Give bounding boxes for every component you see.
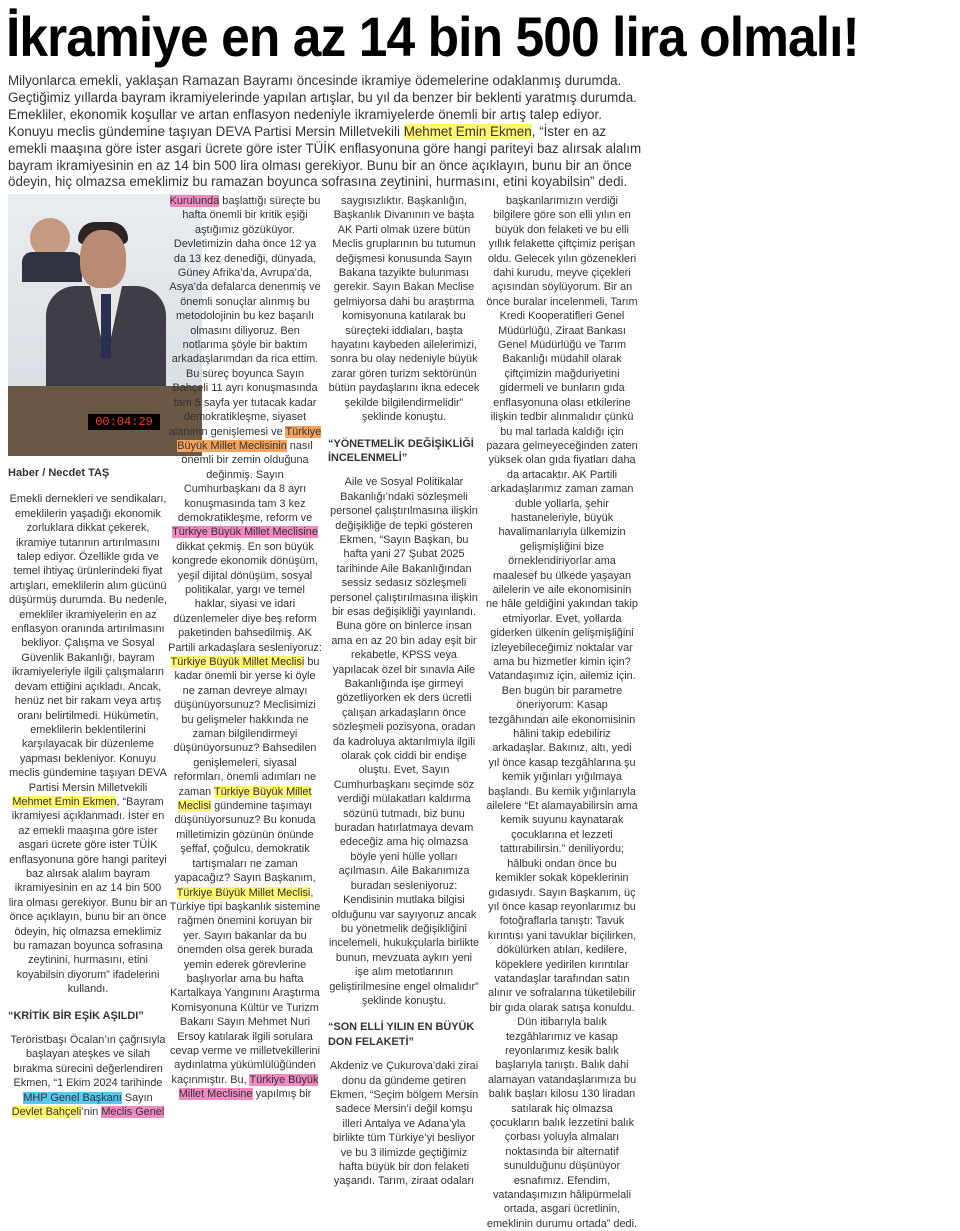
highlighted-text: Mehmet Emin Ekmen [403,123,532,139]
column-1-text: Emekli dernekleri ve sendikaları, emeklilerin yaşadığı ekonomik zorluklara dikkat çekerek, ikramiye tutarının artırılmasını talep ediyor. Özellikle gıda ve temel ihtiyaç ürünlerindeki fiyat artışları, emeklilerin alım gücünü düşürmüş durumda. Bu nedenle, emekliler ikramiyelerin en az enflasyon oranında artırılmasını bekliyor. Çalışma ve Sosyal Güvenlik Bakanlığı, bayram ikramiyeleriyle ilgili çalışmaların devam ettiğini açıkladı. Ancak, henüz net bir rakam veya artış oranı belirtilmedi. Hükümetin, emeklilerin beklentilerini karşılayacak bir düzenleme yapması bekleniyor. Konuyu meclis gündemine taşıyan DEVA Partisi Mersin Milletvekili Mehmet Emin Ekmen, “Bayram ikramiyesi açıklanmadı. İster en az emekli maaşına göre ister asgari ücrete göre ister TÜİK enflasyonuna göre hangi pariteyi baz alırsak alalım bayram ikramiyesinin en az 14 bin 500 lira olması gerekiyor. Bunu bir an önce açıklayın, bunu bir an önce ödeyin, hiç olmazsa emeklimiz bu ramazan boyunca sofrasına zeytinini, hurmasını, etini koyabilsin diyorum” ifadelerini kullandı. [8,493,168,996]
highlighted-text: Türkiye Büyük Millet Meclisinin [177,425,322,452]
column-3-text-c: Akdeniz ve Çukurova’daki zirai donu da gündeme getiren Ekmen, “Seçim bölgem Mersin sadece Mersin’i değil komşu illeri Antalya ve Adana’yla birlikte tüm Türkiye’yi besliyor ve bu 3 ilimizde geçtiğimiz hafta büyük bir don felaketi yaşandı. Tarım, ziraat odaları [329,1060,479,1188]
subhead-kritik: “KRİTİK BİR EŞİK AŞILDI” [8,1009,144,1022]
highlighted-text: Türkiye Büyük Millet Meclisine [178,1073,319,1101]
column-1-text-b: Teröristbaşı Öcalan’ın çağrısıyla başlayan ateşkes ve silah bırakma sürecini değerlendiren Ekmen, “1 Ekim 2024 tarihinde MHP Genel Başkanı Sayın Devlet Bahçeli’nin Meclis Genel [10,1034,166,1119]
column-2-text: Kurulunda başlattığı süreçte bu hafta önemli bir kritik eşiği aştığımız gözüküyor. Devletimizin daha önce 12 ya da 13 kez denediği, dünyada, Güney Afrika’da, Avrupa’da, Asya’da defalarca denenmiş ve önemli sonuçlar alınmış bu metodolojinin bu kez başarılı olmasını diliyoruz. Ben notlarıma şöyle bir baktım arkadaşlarımdan da rica ettim. Bu süreç boyunca Sayın Bahçeli 11 ayrı konuşmasında tam 5 sayfa yer tutacak kadar demokratikleşme, siyaset alanının genişlemesi ve Türkiye Büyük Millet Meclisinin nasıl önemli bir zemin olduğuna değinmiş. Sayın Cumhurbaşkanı da 8 ayrı konuşmasında tam 3 kez demokratikleşme, reform ve Türkiye Büyük Millet Meclisine dikkat çekmiş. En son büyük kongrede ekonomik dönüşüm, yeşil dijital dönüşüm, sosyal politikalar, yargı ve temel haklar, siyasi ve idari düzenlemeler diye beş reform paketinden bahsedilmiş. AK Partili arkadaşlara sesleniyoruz: Türkiye Büyük Millet Meclisi bu kadar önemli bir yerse ki öyle ne zaman devreye almayı düşünüyorsunuz? Meclisimizi bu gelişmeler hakkında ne zaman bilgilendirmeyi düşünüyorsunuz? Bahsedilen genişlemeleri, siyasal reformları, önemli adımları ne zaman Türkiye Büyük Millet Meclisi gündemine taşımayı düşünüyorsunuz? Bu konuda milletimizin gözünün önünde şeffaf, çoğulcu, demokratik tartışmaları ne zaman yapacağız? Sayın Başkanım, Türkiye Büyük Millet Meclisi, Türkiye tipi başkanlık sistemine rağmen önemini koruyan bir yer. Sayın bakanlar da bu önemden olsa gerek burada yemin ederek görevlerine başlıyorlar ama bu hafta Kartalkaya Yangınını Araştırma Komisyonuna Kültür ve Turizm Bakanı Sayın Mehmet Nuri Ersoy katılarak ilgili sorulara cevap verme ve milletvekillerini aydınlatma yükümlülüğünden kaçınmıştır. Bu, Türkiye Büyük Millet Meclisine yapılmış bir [168,195,322,1101]
highlighted-text: Meclis Genel [101,1106,165,1119]
highlighted-text: Türkiye Büyük Millet Meclisi [177,785,312,813]
highlighted-text: Kurulunda [169,195,220,207]
podium-timer: 00:04:29 [88,414,160,430]
highlighted-text: MHP Genel Başkanı [23,1091,122,1104]
highlighted-text: Türkiye Büyük Millet Meclisi [176,886,311,899]
photo-speaker-tie [101,294,111,358]
photo-speaker-head [80,230,126,288]
highlighted-text: Türkiye Büyük Millet Meclisi [170,656,305,668]
column-3-text-b: Aile ve Sosyal Politikalar Bakanlığı’ndaki sözleşmeli personel çalıştırılmasına ilişkin değişikliğe de tepki gösteren Ekmen, “Sayın Başkan, bu hafta yani 27 Şubat 2025 tarihinde Aile Bakanlığından sessiz sedasız sözleşmeli personel çalıştırılmasına ilişkin bir esas değişikliği yayınlandı. Buna göre on binlerce insan ama en az 20 bin aday eşit bir rekabetle, KPSS veya yapılacak özel bir sınavla Aile Bakanlığında işe girmeyi gözetliyorken ek ders ücretli çalışan arkadaşların önce sözleşmeli pozisyona, oradan da kadroluya aktarılmıyla ilgili olarak çok ciddi bir endişe oluştu. Evet, Sayın Cumhurbaşkanı seçimde söz verdiği mülakatları kaldırma sözünü tutmadı, biz bunu buradan hatırlatmaya devam edeceğiz ama hiç olmazsa böyle yeni hülle yolları açılmasın. Aile Bakanımıza buradan sesleniyoruz: Kendisinin mutlaka bilgisi olduğunu var sayıyoruz ancak bu yönetmelik değişikliğini incelemeli, hukukçularla birlikte bunun, mevzuata aykırı yeni işe alım metotlarının geliştirilmesine engel olmalıdır” şeklinde konuştu. [328,476,480,1007]
highlighted-text: Türkiye Büyük Millet Meclisine [172,526,318,539]
subhead-don-felaketi: “SON ELLİ YILIN EN BÜYÜK DON FELAKETİ” [328,1021,475,1048]
photo-background-suit [22,252,82,282]
subhead-yonetmelik: “YÖNETMELİK DEĞİŞİKLİĞİ İNCELENMELİ” [328,437,474,464]
column-3-text: saygısızlıktır. Başkanlığın, Başkanlık Divanının ve başta AK Parti olmak üzere bütün Meclis gruplarının bu tutumun değişmesi konusunda Sayın Bakana tazyikte bulunması gerekir. Sayın Bakan Meclise gelmiyorsa dahi bu araştırma komisyonuna katılarak bu süreçteki iddiaları, başta hayatını kaybeden ailelerimizi, sonra bu olay nedeniyle büyük zarar gören turizm sektörünün bütün paydaşlarını ikna edecek şekilde bilgilendirmelidir” şeklinde konuştu. [328,195,480,424]
column-2 [168,194,322,1102]
highlighted-text: Mehmet Emin Ekmen [12,795,117,808]
column-1 [8,466,168,1119]
headline: İkramiye en az 14 bin 500 lira olmalı! [6,5,859,68]
column-4 [486,194,638,1231]
highlighted-text: Devlet Bahçeli [11,1106,82,1119]
lead-paragraph: Milyonlarca emekli, yaklaşan Ramazan Bayramı öncesinde ikramiye ödemelerine odaklanmış durumda. Geçtiğimiz yıllarda bayram ikramiyelerinde yapılan artışlar, bu yıl da benzer bir beklenti yaratmış durumda. Emekliler, ekonomik koşullar ve artan enflasyon nedeniyle ikramiyelerde önemli bir artış talep ediyor. Konuyu meclis gündemine taşıyan DEVA Partisi Mersin Milletvekili Mehmet Emin Ekmen, “İster en az emekli maaşına göre ister asgari ücrete göre ister TÜİK enflasyonuna göre hangi pariteyi baz alırsak alalım bayram ikramiyesinin en az 14 bin 500 lira olması gerekiyor. Bunu bir an önce açıklayın, bunu bir an önce ödeyin, hiç olmazsa emeklimiz bu ramazan boyunca sofrasına zeytinini, hurmasını, etini koyabilsin” dedi. [8,73,642,190]
column-4-text: başkanlarımızın verdiği bilgilere göre son elli yılın en büyük don felaketi ve bu elli yıllık felakette çiftçimiz perişan oldu. Gelecek yılın gözenekleri dahi kurudu, meyve çiçekleri açısından söylüyorum. Bir an önce buralar incelenmeli, Tarım Kredi Kooperatifleri Genel Müdürlüğü, Ziraat Bankası Genel Müdürlüğü ve Tarım Bakanlığı müdahil olarak çiftçimizin mağduriyetini gidermeli ve bunların gıda enflasyonuna olası etkilerine ilişkin tedbir alınmalıdır çünkü bu mal tarlada kaldığı için pazara gelmeyeceğinden zaten yüksek olan gıda fiyatları daha da artacaktır. AK Partili arkadaşlarımız zaman zaman duble yollarla, şehir hastaneleriyle, büyük havalimanlarıyla ülkemizin gelişmişliğini bize örneklendiriyorlar ama maalesef bu ülkede yaşayan ailelerin ve aile ekonomisinin ne hâle geldiğini yakından takip etmiyorlar. Evet, yollarda giderken ülkenin gelişmişliğini izleyebileceğimiz noktalar var ama bu hizmetler kimin için? Vatandaşımız için, ailemiz için. Ben bugün bir parametre öneriyorum: Kasap tezgâhından aile ekonomisinin hâlini takip edebiliriz arkadaşlar. Bakınız, altı, yedi yıl önce kasap tezgâhlarına şu kemik yığınları yığılmaya başlandı. Bu kemik yığınlarıyla ailelere “Et alamayabilirsin ama kemik suyunu kaynatarak çocuklarına et lezzeti tattırabilirsin.” deniliyordu; hâlbuki ondan önce bu kemikler sokak köpeklerinin gıdasıydı. Sayın Başkanım, üç yıl önce kasap reyonlarımız bu fotoğraflarla tanıştı: Tavuk kırıntısı yani tavuklar biçilirken, dökülürken atılan, kedilere, köpeklere yedirilen kırıntılar vatandaşlar tarafından satın alınır ve sofralarına tüketilebilir bir gıda olarak satışa konuldu. Dün itibarıyla balık tezgâhlarımız ve kasap reyonlarımız kesik balık başlarıyla tanıştı. Balık dahi alamayan vatandaşlarımıza bu balık başları kilosu 130 liradan satılarak hiç olmazsa çocukların balık lezzetini balık çorbası yoluyla almaları noktasında bir alternatif sunulduğunu düşünüyor esnafımız. Efendim, vatandaşımızın hâlipürmelali ortada, asgari ücretlinin, emeklinin durumu ortada” dedi. [486,195,638,1230]
column-3 [328,194,480,1189]
byline: Haber / Necdet TAŞ [8,467,110,479]
